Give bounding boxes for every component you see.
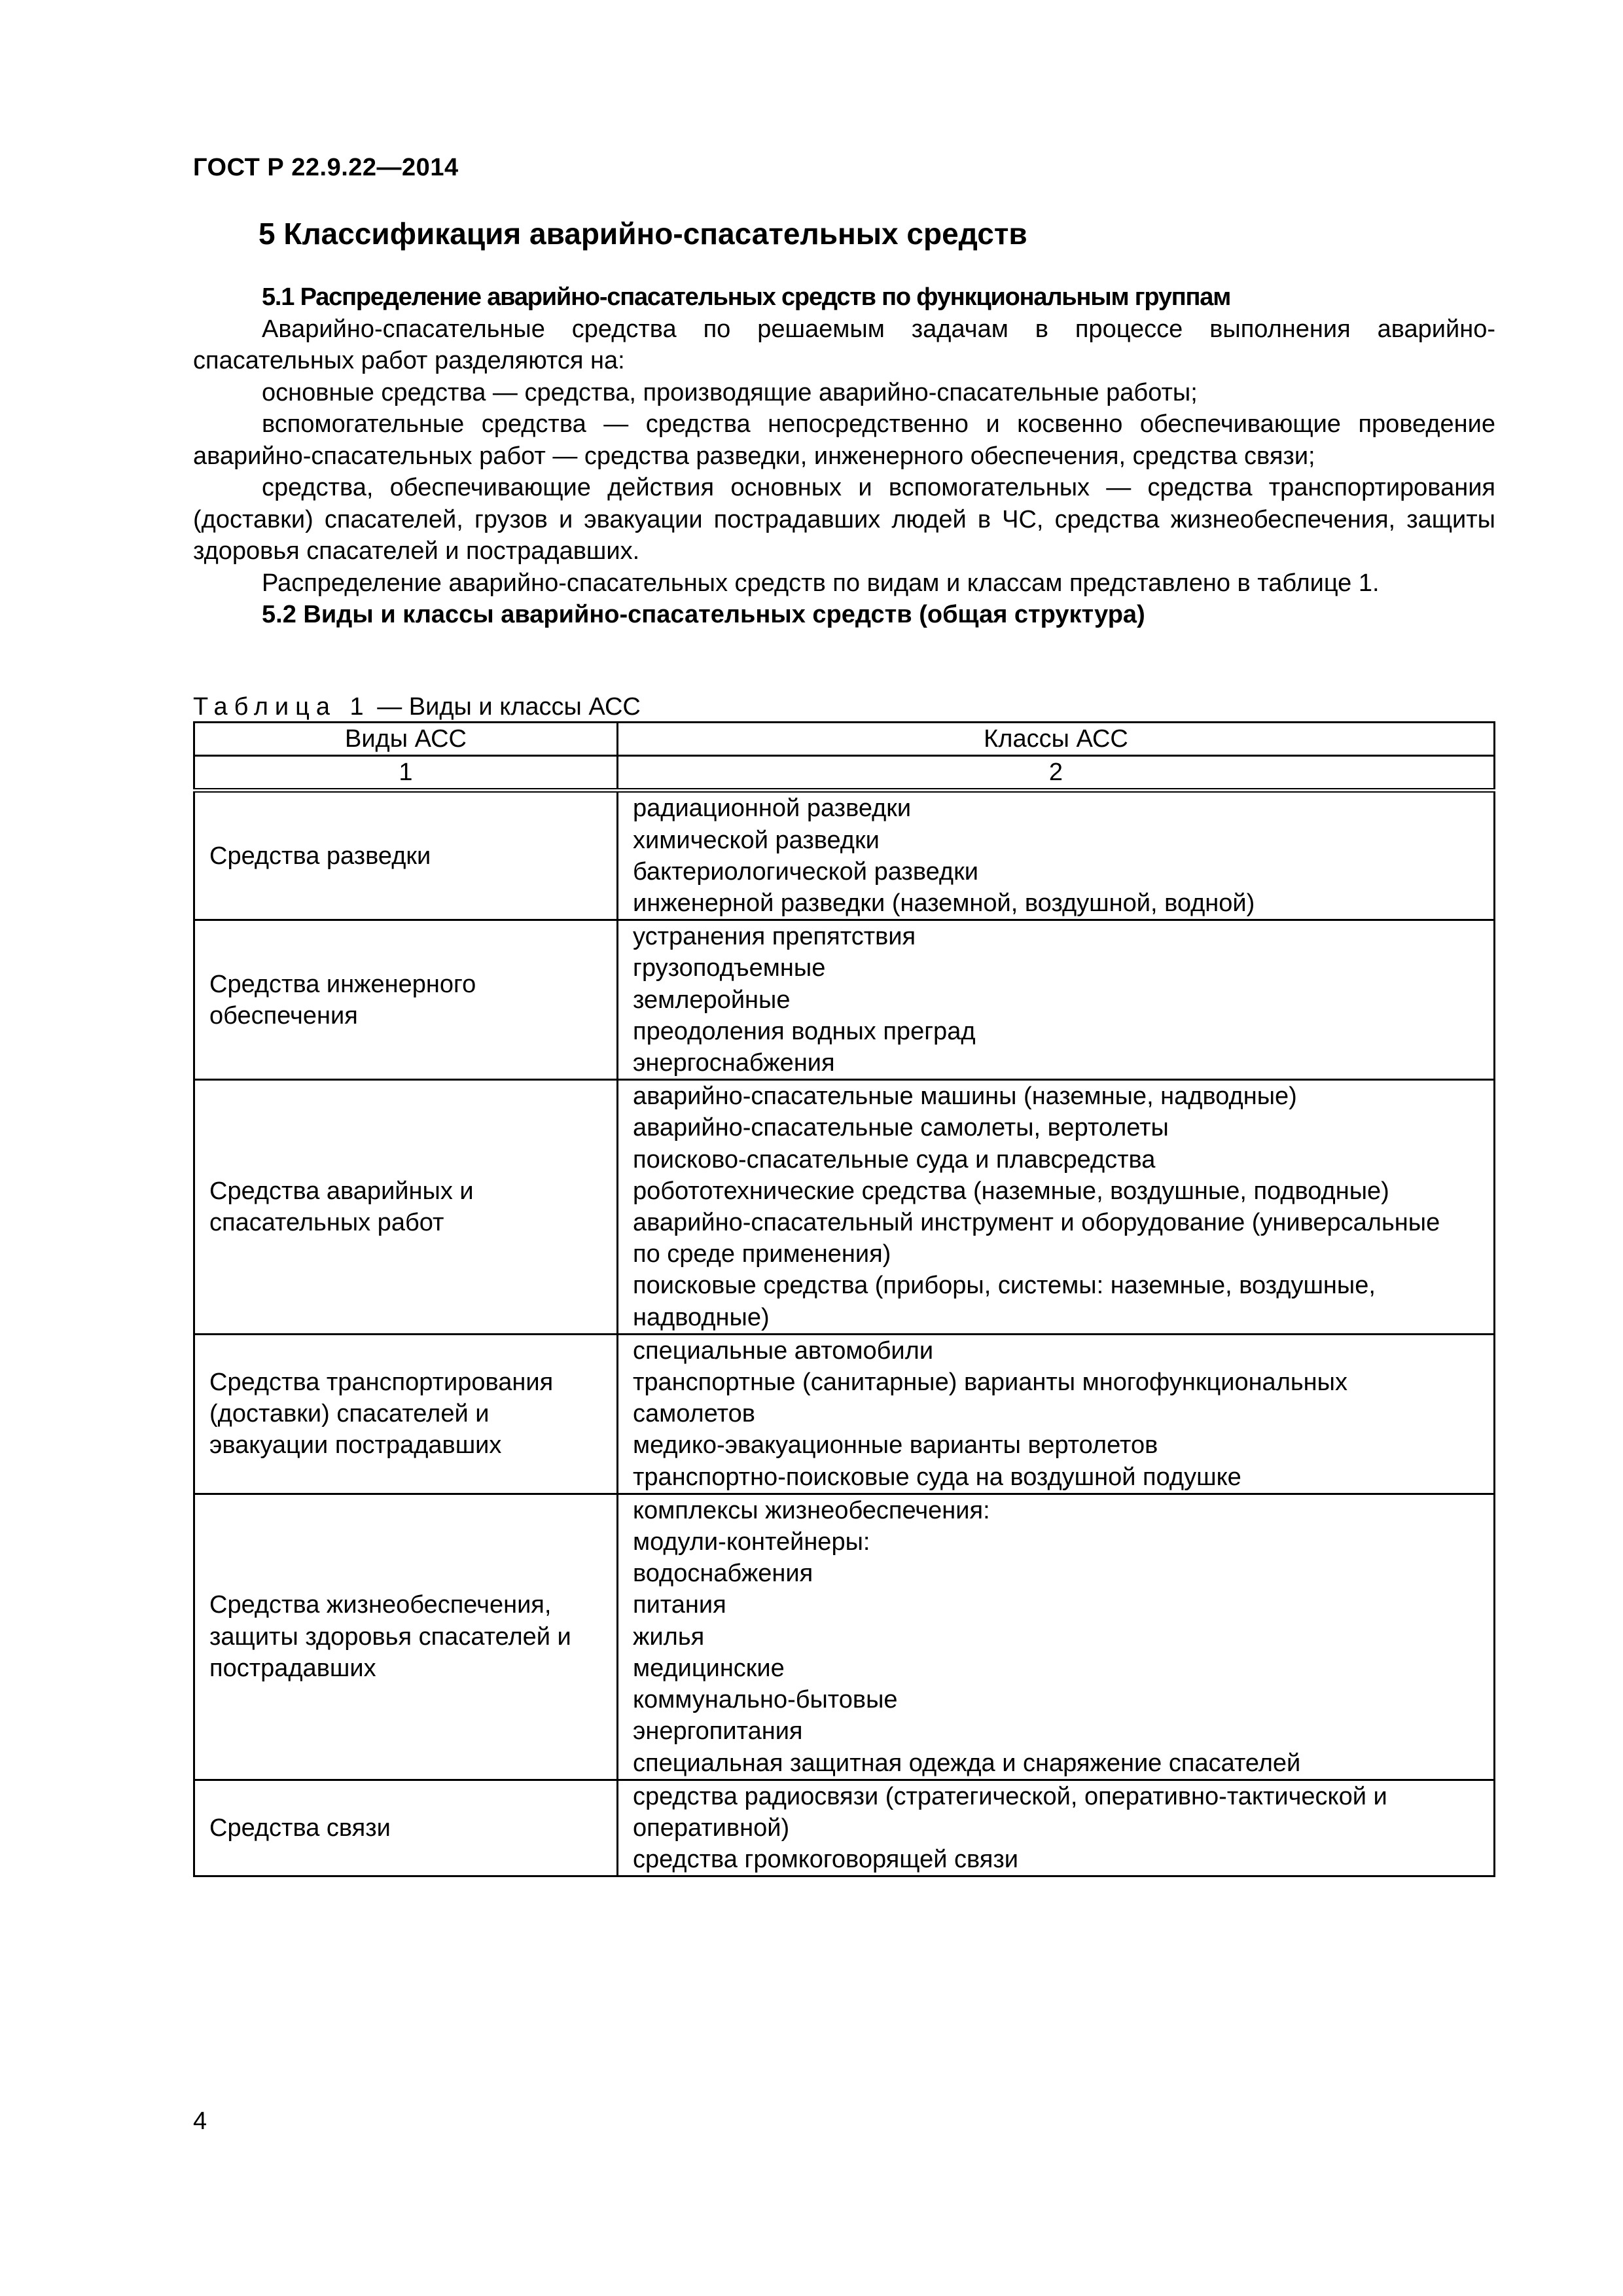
- column-number-2: 2: [618, 756, 1495, 791]
- table-row: [194, 791, 1495, 920]
- paragraph-main-means: основные средства — средства, производящие аварийно-спасательные работы;: [262, 378, 1198, 406]
- class-item: медицинские: [633, 1654, 785, 1682]
- class-item: питания: [633, 1591, 726, 1619]
- classes-cell: [618, 1780, 1495, 1876]
- body-text: [193, 281, 1495, 631]
- kind-cell: Средства жизнеобеспечения, защиты здоровья спасателей и пострадавших: [194, 1494, 618, 1780]
- section-title: 5 Классификация аварийно-спасательных средств: [259, 217, 1027, 251]
- classes-cell: [618, 1494, 1495, 1780]
- paragraph-support-means: средства, обеспечивающие действия основных и вспомогательных — средства транспортирования (доставки) спасателей, грузов и эвакуации пострадавших людей в ЧС, средства жизнеобеспечения, защиты здоровья спасателей и пострадавших.: [193, 474, 1495, 565]
- class-item: грузоподъемные: [633, 954, 826, 982]
- header-kinds: Виды АСС: [194, 723, 618, 756]
- class-item: инженерной разведки (наземной, воздушной, водной): [633, 889, 1255, 918]
- class-item: землеройные: [633, 986, 791, 1014]
- class-item: устранения препятствия: [633, 923, 916, 951]
- table-caption-text: — Виды и классы АСС: [370, 693, 641, 721]
- paragraph-intro: Аварийно-спасательные средства по решаемым задачам в процессе выполнения аварийно-спасательных работ разделяются на:: [193, 315, 1495, 374]
- class-item: средства громкоговорящей связи: [633, 1846, 1018, 1874]
- header-classes: Классы АСС: [618, 723, 1495, 756]
- page-number: 4: [193, 2108, 207, 2135]
- class-item: поисковые средства (приборы, системы: наземные, воздушные, надводные): [633, 1272, 1376, 1331]
- class-item: бактериологической разведки: [633, 857, 978, 886]
- class-item: жилья: [633, 1623, 705, 1651]
- class-item: коммунально-бытовые: [633, 1686, 898, 1714]
- kind-cell: Средства аварийных и спасательных работ: [194, 1080, 618, 1335]
- kind-cell: Средства разведки: [194, 791, 618, 920]
- class-item: специальные автомобили: [633, 1336, 934, 1365]
- table-row: [194, 1494, 1495, 1780]
- class-item: аварийно-спасательные машины (наземные, надводные): [633, 1083, 1297, 1111]
- paragraph-table-reference: Распределение аварийно-спасательных средств по видам и классам представлено в таблице 1.: [262, 569, 1380, 597]
- class-item: преодоления водных преград: [633, 1017, 976, 1045]
- class-item: комплексы жизнеобеспечения:: [633, 1496, 990, 1524]
- table-number-row: [194, 756, 1495, 791]
- kind-cell: Средства связи: [194, 1780, 618, 1876]
- classes-cell: [618, 791, 1495, 920]
- class-item: робототехнические средства (наземные, воздушные, подводные): [633, 1177, 1389, 1205]
- class-item: энергопитания: [633, 1717, 803, 1746]
- class-item: аварийно-спасательный инструмент и оборудование (универсальные по среде применения): [633, 1209, 1440, 1268]
- class-item: водоснабжения: [633, 1560, 813, 1588]
- kind-cell: Средства транспортирования (доставки) спасателей и эвакуации пострадавших: [194, 1334, 618, 1494]
- classes-table: [193, 721, 1495, 1877]
- column-number-1: 1: [194, 756, 618, 791]
- paragraph-auxiliary-means: вспомогательные средства — средства непосредственно и косвенно обеспечивающие проведение аварийно-спасательных работ — средства разведки, инженерного обеспечения, средства связи;: [193, 410, 1495, 470]
- class-item: средства радиосвязи (стратегической, оперативно-тактической и оперативной): [633, 1782, 1387, 1842]
- class-item: транспортные (санитарные) варианты многофункциональных самолетов: [633, 1369, 1347, 1428]
- classes-cell: [618, 1080, 1495, 1335]
- table-row: [194, 920, 1495, 1080]
- classes-cell: [618, 1334, 1495, 1494]
- class-item: аварийно-спасательные самолеты, вертолеты: [633, 1114, 1169, 1142]
- table-row: [194, 1080, 1495, 1335]
- class-item: химической разведки: [633, 826, 880, 854]
- table-row: [194, 1780, 1495, 1876]
- table-caption-label: Таблица 1: [193, 693, 370, 721]
- class-item: энергоснабжения: [633, 1049, 835, 1077]
- class-item: медико-эвакуационные варианты вертолетов: [633, 1431, 1158, 1460]
- table-row: [194, 1334, 1495, 1494]
- table-caption: [193, 691, 641, 723]
- class-item: транспортно-поисковые суда на воздушной подушке: [633, 1463, 1241, 1491]
- class-item: радиационной разведки: [633, 795, 912, 823]
- class-item: поисково-спасательные суда и плавсредства: [633, 1145, 1156, 1174]
- document-code: ГОСТ Р 22.9.22—2014: [193, 154, 459, 181]
- class-item: модули-контейнеры:: [633, 1528, 870, 1556]
- kind-cell: Средства инженерного обеспечения: [194, 920, 618, 1080]
- class-item: специальная защитная одежда и снаряжение спасателей: [633, 1749, 1301, 1777]
- subheading-5-1: 5.1 Распределение аварийно-спасательных средств по функциональным группам: [262, 283, 1231, 311]
- classes-cell: [618, 920, 1495, 1080]
- table-header-row: [194, 723, 1495, 756]
- subheading-5-2: 5.2 Виды и классы аварийно-спасательных средств (общая структура): [262, 601, 1145, 628]
